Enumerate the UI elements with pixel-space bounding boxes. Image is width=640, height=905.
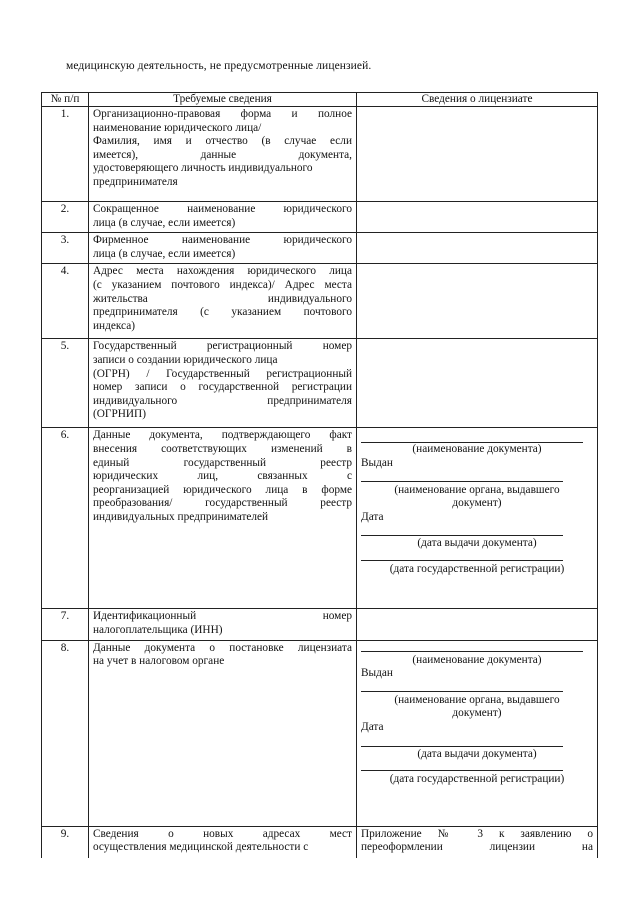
table-row xyxy=(42,107,598,202)
issued-label: Выдан xyxy=(361,667,393,680)
table-row xyxy=(42,202,598,233)
row-number: 9. xyxy=(42,826,89,858)
row-licensee-info: Приложение № 3 к заявлению о переоформлении лицензии на xyxy=(357,826,598,858)
table-row xyxy=(42,233,598,264)
row-licensee-info xyxy=(357,609,598,640)
row-number: 6. xyxy=(42,428,89,609)
table-row xyxy=(42,339,598,428)
row-required-info: Сокращенное наименование юридического лица (в случае, если имеется) xyxy=(89,202,357,233)
row-number: 1. xyxy=(42,107,89,202)
row-required-info: Сведения о новых адресах мест осуществления медицинской деятельности с xyxy=(89,826,357,858)
row-licensee-info: (наименование документа) Выдан (наименование органа, выдавшего документ) Дата (дата выдачи документа) (дата государственной регистрации) xyxy=(357,428,598,609)
licensee-info-table xyxy=(41,92,598,858)
date-label: Дата xyxy=(361,510,384,523)
row-required-info: Государственный регистрационный номер записи о создании юридического лица (ОГРН) / Государственный регистрационный номер записи о государственной регистрации индивидуального предпринимателя (ОГРНИП) xyxy=(89,339,357,428)
row-licensee-info xyxy=(357,233,598,264)
row-number: 7. xyxy=(42,609,89,640)
table-row xyxy=(42,826,598,858)
row-required-info: Организационно-правовая форма и полное наименование юридического лица/ Фамилия, имя и отчество (в случае если имеется), данные документа, удостоверяющего личность индивидуального предпринимателя xyxy=(89,107,357,202)
table-row xyxy=(42,609,598,640)
row-licensee-info: (наименование документа) Выдан (наименование органа, выдавшего документ) Дата (дата выдачи документа) (дата государственной регистрации) xyxy=(357,640,598,826)
row-number: 3. xyxy=(42,233,89,264)
header-licensee-info: Сведения о лицензиате xyxy=(357,93,598,107)
table-header-row xyxy=(42,93,598,107)
row-required-info: Данные документа, подтверждающего факт внесения соответствующих изменений в единый государственный реестр юридических лиц, связанных с реорганизацией юридического лица в форме преобразования/ государственный реестр индивидуальных предпринимателей xyxy=(89,428,357,609)
row-number: 2. xyxy=(42,202,89,233)
row-required-info: Идентификационный номер налогоплательщика (ИНН) xyxy=(89,609,357,640)
issued-label: Выдан xyxy=(361,456,393,469)
row-licensee-info xyxy=(357,339,598,428)
table-row xyxy=(42,264,598,339)
row-licensee-info xyxy=(357,202,598,233)
table-row xyxy=(42,640,598,826)
header-required-info: Требуемые сведения xyxy=(89,93,357,107)
date-label: Дата xyxy=(361,720,384,733)
row-licensee-info xyxy=(357,107,598,202)
row-required-info: Данные документа о постановке лицензиата на учет в налоговом органе xyxy=(89,640,357,826)
row-required-info: Фирменное наименование юридического лица (в случае, если имеется) xyxy=(89,233,357,264)
row-required-info: Адрес места нахождения юридического лица (с указанием почтового индекса)/ Адрес места жительства индивидуального предпринимателя (с указанием почтового индекса) xyxy=(89,264,357,339)
row-number: 4. xyxy=(42,264,89,339)
header-number: № п/п xyxy=(42,93,89,107)
table-row xyxy=(42,428,598,609)
row-licensee-info xyxy=(357,264,598,339)
intro-text: медицинскую деятельность, не предусмотренные лицензией. xyxy=(66,60,372,72)
row-number: 5. xyxy=(42,339,89,428)
row-number: 8. xyxy=(42,640,89,826)
